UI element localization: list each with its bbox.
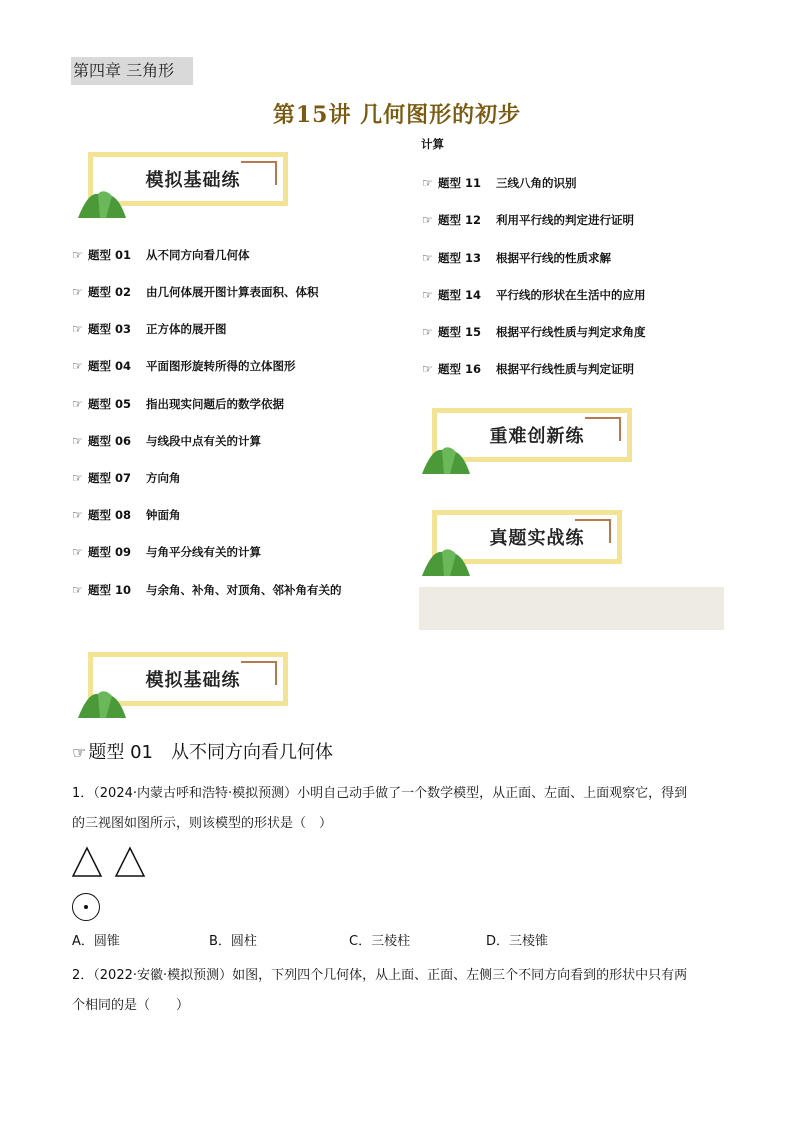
question-1-line-1: 1．（2024·内蒙古呼和浩特·模拟预测）小明自己动手做了一个数学模型，从正面、左面、上面观察它，得到 xyxy=(72,786,688,801)
toc-item[interactable]: ☞ 题型 12 利用平行线的判定进行证明 xyxy=(422,213,634,227)
section-badge-real xyxy=(422,510,642,580)
pointing-hand-icon: ☞ xyxy=(72,471,83,485)
toc-item[interactable]: ☞ 题型 03 正方体的展开图 xyxy=(72,322,227,336)
toc-item[interactable]: ☞ 题型 15 根据平行线性质与判定求角度 xyxy=(422,325,646,339)
badge-label: 重难创新练 xyxy=(489,426,585,447)
toc-item[interactable]: ☞ 题型 05 指出现实问题后的数学依据 xyxy=(72,397,284,411)
question-2 xyxy=(72,961,728,1021)
toc-item[interactable]: ☞ 题型 14 平行线的形状在生活中的应用 xyxy=(422,288,646,302)
toc-item[interactable]: ☞ 题型 02 由几何体展开图计算表面积、体积 xyxy=(72,285,319,299)
toc-item[interactable]: ☞ 题型 09 与角平分线有关的计算 xyxy=(72,545,261,559)
section-badge-basic-2 xyxy=(78,652,298,722)
pointing-hand-icon: ☞ xyxy=(72,248,83,262)
pointing-hand-icon: ☞ xyxy=(72,322,83,336)
badge-label: 模拟基础练 xyxy=(145,170,241,191)
page-title: 第15讲 几何图形的初步 xyxy=(272,102,522,128)
toc-item[interactable]: ☞ 题型 06 与线段中点有关的计算 xyxy=(72,434,261,448)
answer-placeholder-box xyxy=(419,587,724,630)
question-1-options xyxy=(72,930,572,950)
pointing-hand-icon: ☞ xyxy=(72,545,83,559)
toc-continuation: 计算 xyxy=(421,137,444,151)
pointing-hand-icon: ☞ xyxy=(422,288,433,302)
toc-item[interactable]: ☞ 题型 07 方向角 xyxy=(72,471,181,485)
option-d[interactable]: D．三棱锥 xyxy=(486,934,549,949)
section-badge-hard xyxy=(422,408,642,478)
toc-item[interactable]: ☞ 题型 01 从不同方向看几何体 xyxy=(72,248,250,262)
pointing-hand-icon: ☞ xyxy=(422,176,433,190)
badge-label: 模拟基础练 xyxy=(145,670,241,691)
toc-item[interactable]: ☞ 题型 11 三线八角的识别 xyxy=(422,176,577,190)
mountain-icon xyxy=(422,544,472,576)
pointing-hand-icon: ☞ xyxy=(72,743,87,762)
top-view-circle xyxy=(72,893,100,921)
section-badge-basic xyxy=(78,152,298,222)
pointing-hand-icon: ☞ xyxy=(422,325,433,339)
toc-item[interactable]: ☞ 题型 16 根据平行线性质与判定证明 xyxy=(422,362,634,376)
pointing-hand-icon: ☞ xyxy=(72,508,83,522)
toc-item[interactable]: ☞ 题型 13 根据平行线的性质求解 xyxy=(422,251,611,265)
pointing-hand-icon: ☞ xyxy=(422,362,433,376)
option-a[interactable]: A．圆锥 xyxy=(72,934,120,949)
chapter-label: 第四章 三角形 xyxy=(71,57,193,85)
mountain-icon xyxy=(78,186,128,218)
question-2-line-2: 个相同的是（ ） xyxy=(72,998,190,1013)
front-view-triangle xyxy=(73,848,101,876)
toc-item[interactable]: ☞ 题型 08 钟面角 xyxy=(72,508,181,522)
toc-item[interactable]: ☞ 题型 04 平面图形旋转所得的立体图形 xyxy=(72,359,296,373)
option-c[interactable]: C．三棱柱 xyxy=(349,934,411,949)
pointing-hand-icon: ☞ xyxy=(422,213,433,227)
option-b[interactable]: B．圆柱 xyxy=(209,934,257,949)
pointing-hand-icon: ☞ xyxy=(72,285,83,299)
mountain-icon xyxy=(422,442,472,474)
pointing-hand-icon: ☞ xyxy=(72,583,83,597)
three-view-figure xyxy=(72,846,152,878)
pointing-hand-icon: ☞ xyxy=(72,434,83,448)
pointing-hand-icon: ☞ xyxy=(72,359,83,373)
side-view-triangle xyxy=(116,848,144,876)
question-2-line-1: 2．（2022·安徽·模拟预测）如图，下列四个几何体，从上面、正面、左侧三个不同方向看到的形状中只有两 xyxy=(72,968,688,983)
question-1 xyxy=(72,779,728,839)
pointing-hand-icon: ☞ xyxy=(422,251,433,265)
mountain-icon xyxy=(78,686,128,718)
question-1-line-2: 的三视图如图所示，则该模型的形状是（ ） xyxy=(72,816,333,831)
toc-item[interactable]: ☞ 题型 10 与余角、补角、对顶角、邻补角有关的 xyxy=(72,583,342,597)
pointing-hand-icon: ☞ xyxy=(72,397,83,411)
section-heading: ☞ 题型 01 从不同方向看几何体 xyxy=(72,742,333,763)
badge-label: 真题实战练 xyxy=(489,528,585,549)
